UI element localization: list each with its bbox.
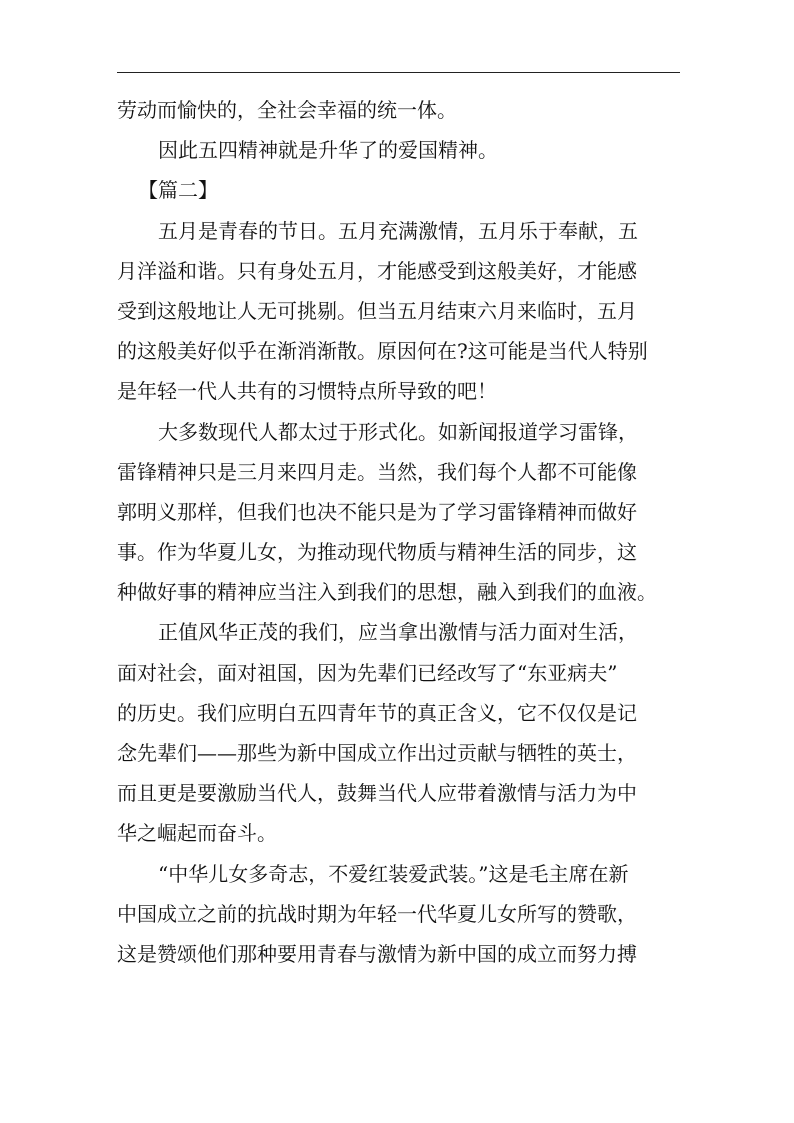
- text-line: 月洋溢和谐。只有身处五月，才能感受到这般美好，才能感: [117, 258, 637, 283]
- text-line: 大多数现代人都太过于形式化。如新闻报道学习雷锋，: [158, 419, 638, 444]
- text-line: 劳动而愉快的，全社会幸福的统一体。: [117, 98, 457, 122]
- text-line: 雷锋精神只是三月来四月走。当然，我们每个人都不可能像: [117, 459, 637, 484]
- text-line: 中国成立之前的抗战时期为年轻一代华夏儿女所写的赞歌，: [117, 901, 637, 926]
- text-line: 念先辈们——那些为新中国成立作出过贡献与牺牲的英士，: [117, 741, 637, 765]
- text-line: 五月是青春的节日。五月充满激情，五月乐于奉献，五: [158, 218, 638, 243]
- document-body: [117, 90, 687, 974]
- text-line: 因此五四精神就是升华了的爱国精神。: [158, 138, 498, 163]
- text-line: 而且更是要激励当代人，鼓舞当代人应带着激情与活力为中: [117, 781, 637, 806]
- text-line: 正值风华正茂的我们，应当拿出激情与活力面对生活，: [158, 620, 638, 645]
- text-line: 种做好事的精神应当注入到我们的思想，融入到我们的血液。: [117, 580, 657, 605]
- text-line: 面对社会，面对祖国，因为先辈们已经改写了“东亚病夫”: [117, 660, 618, 685]
- text-line: 华之崛起而奋斗。: [117, 821, 277, 846]
- text-line: 事。作为华夏儿女，为推动现代物质与精神生活的同步，这: [117, 540, 637, 565]
- text-line: 的历史。我们应明白五四青年节的真正含义，它不仅仅是记: [117, 700, 637, 725]
- text-line: 的这般美好似乎在渐消渐散。原因何在?这可能是当代人特别: [117, 339, 648, 364]
- text-line: “中华儿女多奇志，不爱红装爱武装。”这是毛主席在新: [158, 861, 629, 886]
- text-line: 郭明义那样，但我们也决不能只是为了学习雷锋精神而做好: [117, 499, 637, 524]
- header-rule: [117, 72, 680, 73]
- text-line: 受到这般地让人无可挑剔。但当五月结束六月来临时，五月: [117, 298, 637, 323]
- text-line: 这是赞颂他们那种要用青春与激情为新中国的成立而努力搏: [117, 941, 637, 966]
- text-line: 是年轻一代人共有的习惯特点所导致的吧！: [117, 379, 497, 404]
- section-heading: 【篇二】: [138, 178, 218, 203]
